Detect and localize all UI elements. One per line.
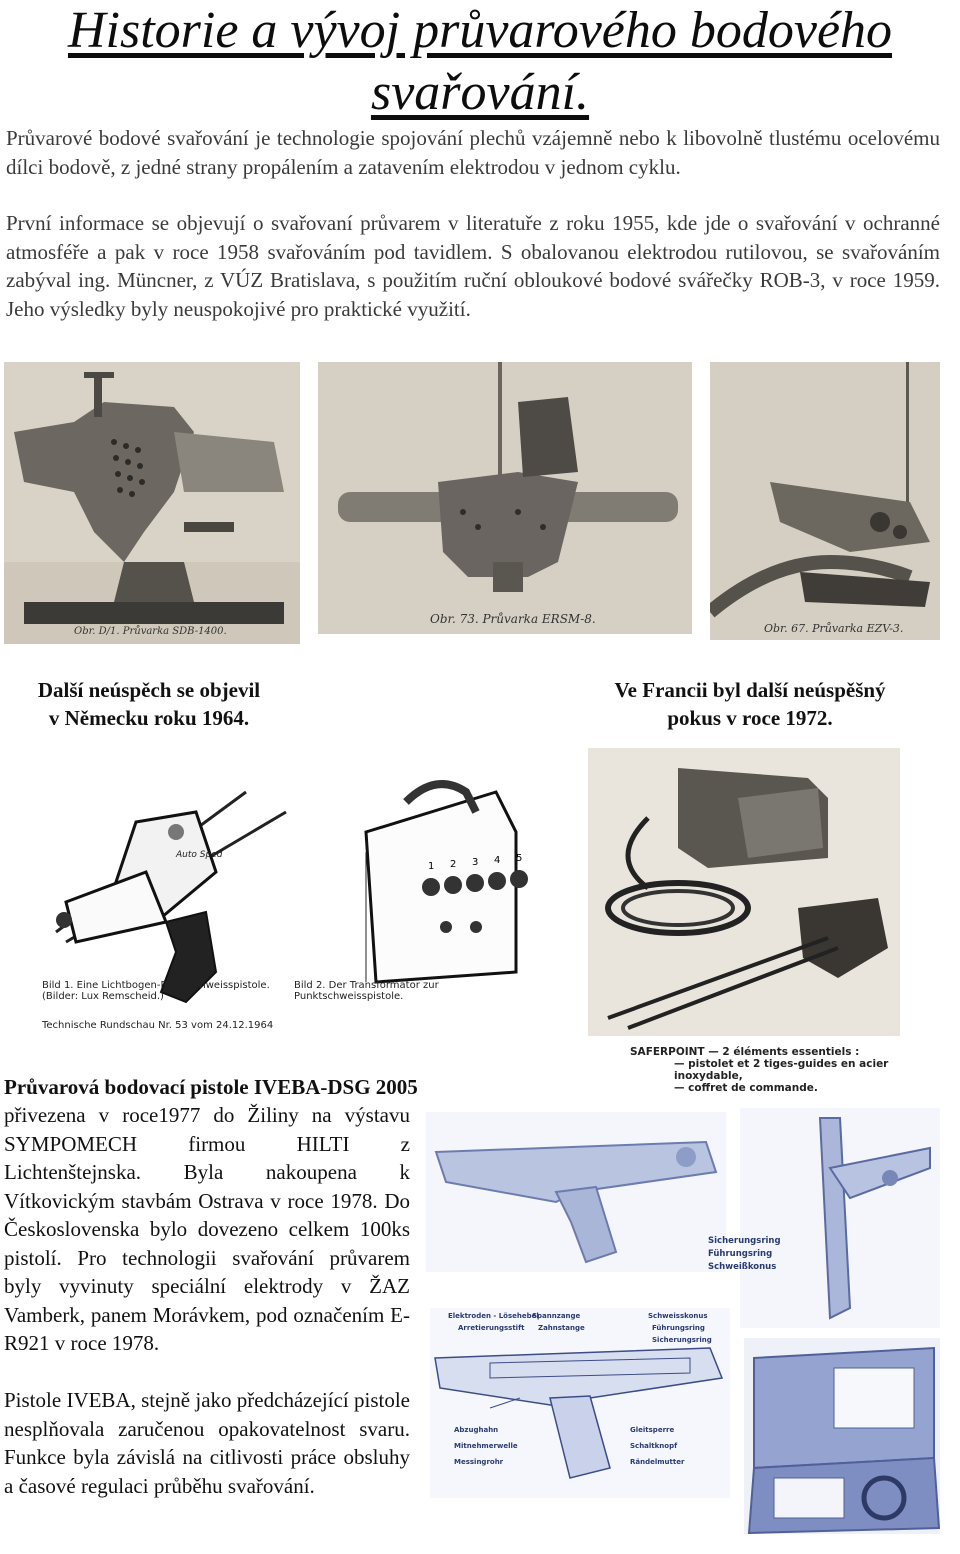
- dial-number: 5: [516, 853, 523, 864]
- germany-heading-line-1: Další neúspěch se objevil: [37, 678, 261, 702]
- dial-number: 2: [450, 859, 457, 870]
- label-arretierungsstift: Arretierungsstift: [458, 1324, 525, 1332]
- france-heading-line-1: Ve Francii byl další neúspěšný: [614, 678, 886, 702]
- label-fuehrungsring: Führungsring: [652, 1324, 705, 1332]
- title-line-2: svařování.: [370, 64, 590, 121]
- france-caption-line-1: SAFERPOINT — 2 éléments essentiels :: [630, 1046, 860, 1058]
- germany-heading-line-2: v Německu roku 1964.: [48, 706, 250, 730]
- france-caption-line-2: — pistolet et 2 tiges-guides en acier inoxydable,: [674, 1058, 889, 1082]
- france-heading-line-2: pokus v roce 1972.: [667, 706, 833, 730]
- label-schweisskonus-right: Schweißkonus: [708, 1262, 777, 1272]
- dial-number: 1: [428, 861, 435, 872]
- france-caption-line-3: — coffret de commande.: [674, 1082, 818, 1094]
- germany-bild-1-caption: Bild 1. Eine Lichtbogen-Punktschweisspistole. (Bilder: Lux Remscheid.): [42, 980, 270, 1002]
- photo-caption-ezv: Obr. 67. Průvarka EZV-3.: [764, 622, 904, 635]
- photo-caption-sdb: Obr. D/1. Průvarka SDB-1400.: [74, 626, 227, 637]
- germany-brand-label: Auto Sped: [176, 850, 223, 860]
- title-line-1: Historie a vývoj průvarového bodového: [67, 2, 893, 59]
- photo-ezv-3: [710, 362, 940, 640]
- label-raendelmutter: Rändelmutter: [630, 1458, 685, 1466]
- label-abzughahn: Abzughahn: [454, 1426, 499, 1434]
- label-spannzange: Spannzange: [532, 1312, 581, 1320]
- photo-sdb-1400: [4, 362, 300, 644]
- label-sicherungsring-right: Sicherungsring: [708, 1236, 781, 1246]
- page-title: [0, 0, 960, 124]
- germany-source-caption: Technische Rundschau Nr. 53 vom 24.12.1964: [42, 1020, 274, 1031]
- germany-bild-2-caption: Bild 2. Der Transformator zur Punktschweisspistole.: [294, 980, 439, 1002]
- label-elektroden-loesehebel: Elektroden - Lösehebel: [448, 1312, 539, 1320]
- iveba-case-photo: [744, 1338, 940, 1534]
- label-gleitsperre: Gleitsperre: [630, 1426, 675, 1434]
- label-messingrohr: Messingrohr: [454, 1458, 504, 1466]
- iveba-pistol-photo: [426, 1112, 726, 1272]
- france-drawing: [588, 748, 900, 1036]
- iveba-cross-section: [430, 1308, 730, 1498]
- label-fuehrungsring-right: Führungsring: [708, 1249, 773, 1259]
- iveba-heading: Průvarová bodovací pistole IVEBA-DSG 2005: [4, 1075, 418, 1099]
- label-sicherungsring: Sicherungsring: [652, 1336, 712, 1344]
- france-scan: [588, 748, 900, 1094]
- intro-paragraph-1: Průvarové bodové svařování je technologie spojování plechů vzájemně nebo k libovolně tlustému ocelovému dílci bodově, z jedné strany propálením a zatavením elektrodou v jednom cyklu.: [6, 126, 940, 179]
- france-heading: [570, 676, 930, 732]
- label-schweisskonus: Schweisskonus: [648, 1312, 708, 1320]
- germany-heading: [4, 676, 294, 732]
- intro-paragraph-2: První informace se objevují o svařovaní průvarem v literatuře z roku 1955, kde jde o svařování v ochranné atmosféře a pak v roce 1958 svařováním pod tavidlem. S obalovanou elektrodou rutilovou, se svařováním zabýval ing. Müncner, z VÚZ Bratislava, s použitím ruční obloukové bodové svářečky ROB-3, v roce 1959. Jeho výsledky byly neuspokojivé pro praktické využití.: [6, 211, 940, 321]
- label-mitnehmerwelle: Mitnehmerwelle: [454, 1442, 518, 1450]
- photo-ersm-8: [318, 362, 692, 634]
- france-caption: [630, 1046, 900, 1094]
- dial-number: 3: [472, 857, 479, 868]
- photo-caption-ersm: Obr. 73. Průvarka ERSM-8.: [430, 612, 596, 626]
- iveba-paragraph-1: přivezena v roce1977 do Žiliny na výstavu SYMPOMECH firmou HILTI z Lichtenštejnska. Byla nakoupena k Vítkovickým stavbám Ostrava v roce 1978. Do Československa bylo dovezeno celkem 100ks pistolí. Pro technologii svařování průvarem byly vyvinuty speciální elektrody v ŽAZ Vamberk, panem Morávkem, pod označením E-R921 v roce 1978.: [4, 1103, 410, 1355]
- germany-scan: [36, 772, 536, 1040]
- iveba-pistol-vertical-photo: [708, 1108, 940, 1328]
- iveba-paragraph-2: Pistole IVEBA, stejně jako předcházející pistole nesplňovala zaručenou opakovatelnost svaru. Funkce byla závislá na citlivosti práce obsluhy a časové regulaci průběhu svařování.: [4, 1388, 410, 1498]
- label-zahnstange: Zahnstange: [538, 1324, 585, 1332]
- label-schaltknopf: Schaltknopf: [630, 1442, 678, 1450]
- dial-number: 4: [494, 855, 501, 866]
